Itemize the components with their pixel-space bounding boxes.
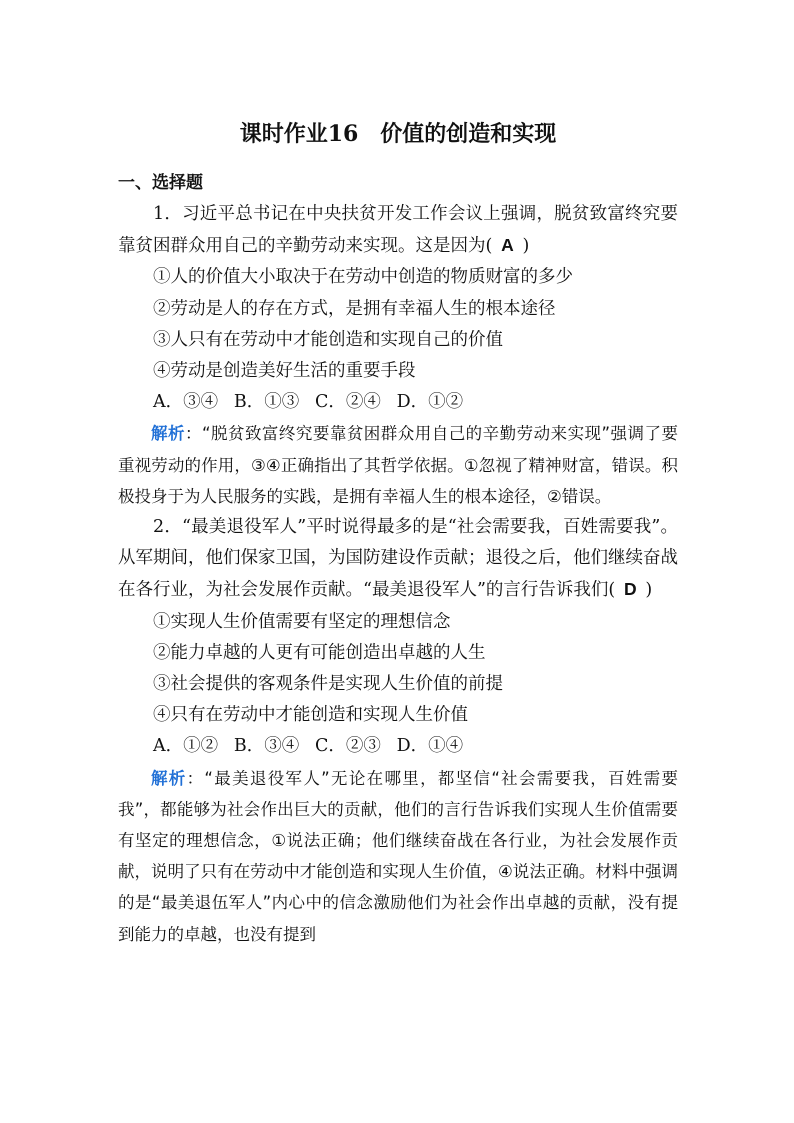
question-1-stem: 1．习近平总书记在中央扶贫开发工作会议上强调，脱贫致富终究要靠贫困群众用自己的辛勤劳动来实现。这是因为( A ) <box>118 204 678 257</box>
choice-a: A．③④ <box>153 392 219 413</box>
choice-c: C．②③ <box>315 736 381 757</box>
question-2-choices <box>118 731 678 762</box>
question-2-option-1: ①实现人生价值需要有坚定的理想信念 <box>153 611 451 632</box>
choice-b: B．①③ <box>233 392 300 413</box>
explanation-label: 解析 <box>151 768 187 788</box>
question-2-answer: D <box>623 579 637 600</box>
explanation-label: 解析 <box>151 424 185 444</box>
choice-d: D．①④ <box>396 736 464 757</box>
question-1-option-1: ①人的价值大小取决于在劳动中创造的物质财富的多少 <box>153 267 573 288</box>
question-2-option-4: ④只有在劳动中才能创造和实现人生价值 <box>153 705 468 726</box>
choice-b: B．③④ <box>233 736 300 757</box>
question-2-explanation: 解析：“最美退役军人”无论在哪里，都坚信“社会需要我，百姓需要我”，都能够为社会作出巨大的贡献，他们的言行告诉我们实现人生价值需要有坚定的理想信念，①说法正确；他们继续奋战在各行业，为社会发展作贡献，说明了只有在劳动中才能创造和实现人生价值，④说法正确。材料中强调的是“最美退伍军人”内心中的信念激励他们为社会作出卓越的贡献，没有提到能力的卓越，也没有提到 <box>118 768 678 944</box>
question-1-choices <box>118 387 678 418</box>
question-1-option-3: ③人只有在劳动中才能创造和实现自己的价值 <box>153 329 503 350</box>
question-2-option-3: ③社会提供的客观条件是实现人生价值的前提 <box>153 674 503 695</box>
question-2 <box>118 512 678 950</box>
question-1-explanation: 解析：“脱贫致富终究要靠贫困群众用自己的辛勤劳动来实现”强调了要重视劳动的作用，③④正确指出了其哲学依据。①忽视了精神财富，错误。积极投身于为人民服务的实践，是拥有幸福人生的根本途径，②错误。 <box>118 424 678 506</box>
question-2-option-2: ②能力卓越的人更有可能创造出卓越的人生 <box>153 642 486 663</box>
question-1-answer: A <box>501 235 514 256</box>
question-1 <box>118 199 678 512</box>
question-1-option-4: ④劳动是创造美好生活的重要手段 <box>153 361 416 382</box>
choice-a: A．①② <box>153 736 219 757</box>
choice-c: C．②④ <box>315 392 381 413</box>
choice-d: D．①② <box>396 392 464 413</box>
page-title: 课时作业16 价值的创造和实现 <box>239 121 557 147</box>
worksheet-page <box>118 112 678 950</box>
question-1-option-2: ②劳动是人的存在方式，是拥有幸福人生的根本途径 <box>153 298 556 319</box>
question-2-stem: 2．“最美退役军人”平时说得最多的是“社会需要我，百姓需要我”。从军期间，他们保家卫国，为国防建设作贡献；退役之后，他们继续奋战在各行业，为社会发展作贡献。“最美退役军人”的言行告诉我们( D ) <box>118 517 678 601</box>
section-heading: 一、选择题 <box>118 173 203 193</box>
